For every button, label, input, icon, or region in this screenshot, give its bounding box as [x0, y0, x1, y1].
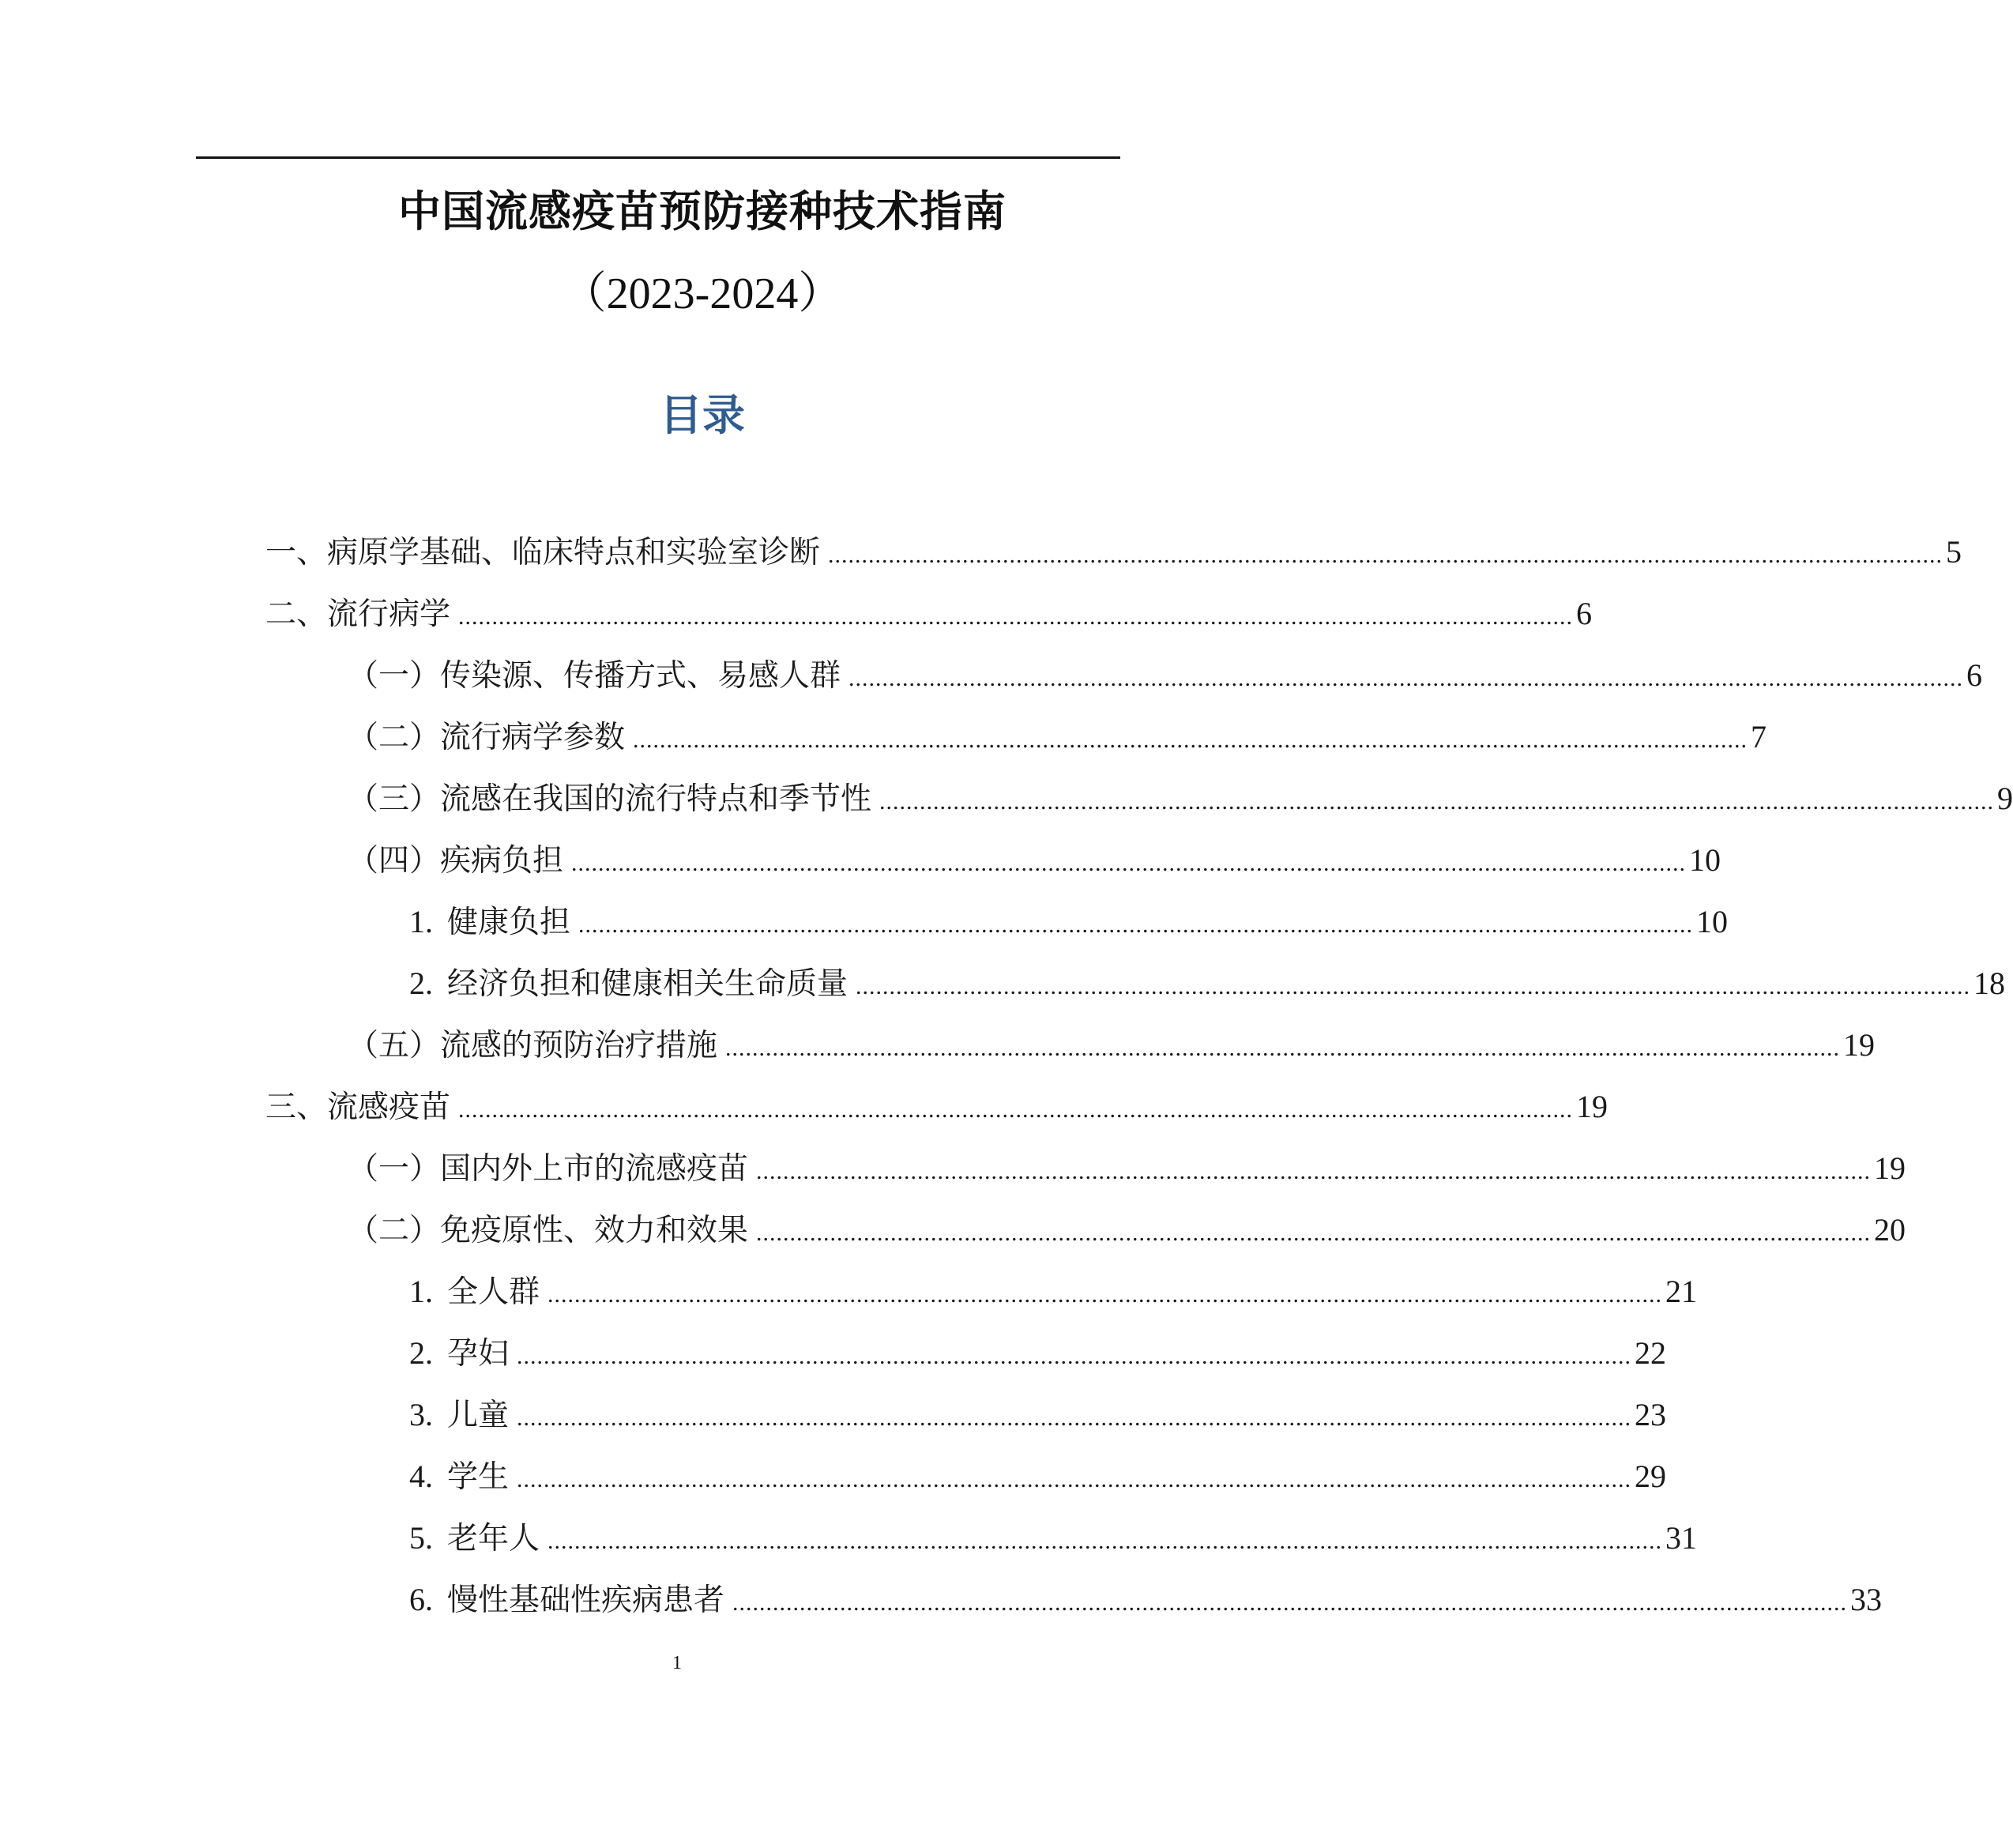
toc-entry[interactable]	[0, 1076, 1609, 1138]
toc-entry-page: 7	[1751, 719, 1767, 755]
toc-dot-leader: ......................................................................................................................................................................	[756, 1220, 1872, 1246]
toc-entry-page: 10	[1696, 904, 1729, 939]
toc-entry[interactable]	[0, 1446, 1667, 1507]
header-rule	[196, 156, 1120, 159]
toc-entry-title: （一）国内外上市的流感疫苗	[348, 1151, 749, 1187]
toc-entry-number: 1.	[409, 904, 433, 939]
toc-entry[interactable]	[0, 583, 1593, 645]
toc-entry-number: 2.	[409, 1335, 433, 1371]
toc-entry[interactable]	[0, 521, 1962, 583]
toc-dot-leader: ......................................................................................................................................................................	[571, 850, 1687, 876]
toc-dot-leader: ......................................................................................................................................................................	[828, 542, 1943, 568]
toc-entry[interactable]	[0, 1199, 1906, 1261]
toc-entry-title: 二、流行病学	[265, 597, 451, 632]
toc-entry-page: 19	[1576, 1089, 1609, 1124]
toc-dot-leader: ......................................................................................................................................................................	[756, 1158, 1872, 1184]
toc-entry[interactable]	[0, 1569, 1883, 1631]
toc-dot-leader: ......................................................................................................................................................................	[848, 665, 1964, 691]
toc-entry-page: 18	[1973, 965, 2006, 1001]
toc-entry-number: 6.	[409, 1582, 433, 1617]
toc-entry-title: （一）传染源、传播方式、易感人群	[348, 658, 841, 694]
toc-dot-leader: ......................................................................................................................................................................	[547, 1528, 1663, 1554]
toc-dot-leader: ......................................................................................................................................................................	[547, 1282, 1663, 1308]
toc-entry-page: 6	[1576, 596, 1593, 631]
toc-entry-number: 3.	[409, 1397, 433, 1432]
page-number: 1	[672, 1653, 682, 1673]
toc-entry-title: 学生	[447, 1459, 510, 1495]
toc-dot-leader: ......................................................................................................................................................................	[732, 1590, 1848, 1616]
table-of-contents	[0, 521, 2013, 1631]
toc-dot-leader: ......................................................................................................................................................................	[725, 1035, 1841, 1061]
toc-entry-title: 三、流感疫苗	[265, 1090, 451, 1125]
toc-entry-page: 19	[1843, 1027, 1876, 1063]
toc-entry-page: 9	[1997, 781, 2013, 816]
toc-entry-title: 儿童	[447, 1398, 510, 1433]
toc-entry-page: 5	[1946, 534, 1962, 570]
toc-entry-title: （五）流感的预防治疗措施	[348, 1028, 718, 1063]
toc-entry[interactable]	[0, 645, 1983, 706]
toc-dot-leader: ......................................................................................................................................................................	[856, 973, 1971, 999]
toc-entry-page: 20	[1874, 1212, 1906, 1248]
toc-entry-title: 经济负担和健康相关生命质量	[447, 966, 848, 1002]
toc-entry[interactable]	[0, 891, 1729, 953]
toc-heading: 目录	[660, 390, 745, 440]
toc-entry-title: 全人群	[447, 1274, 540, 1310]
toc-entry-page: 19	[1874, 1150, 1906, 1186]
toc-entry-title: 孕妇	[447, 1336, 510, 1372]
toc-dot-leader: ......................................................................................................................................................................	[458, 604, 1574, 630]
toc-dot-leader: ......................................................................................................................................................................	[578, 912, 1694, 938]
toc-entry[interactable]	[0, 1323, 1667, 1384]
toc-entry[interactable]	[0, 768, 2013, 830]
toc-entry[interactable]	[0, 1384, 1667, 1446]
toc-entry[interactable]	[0, 706, 1767, 768]
toc-dot-leader: ......................................................................................................................................................................	[879, 789, 1995, 815]
toc-entry-number: 2.	[409, 965, 433, 1001]
toc-entry[interactable]	[0, 830, 1721, 891]
toc-entry-number: 5.	[409, 1520, 433, 1556]
toc-dot-leader: ......................................................................................................................................................................	[633, 727, 1748, 753]
toc-entry-page: 22	[1635, 1335, 1667, 1371]
toc-dot-leader: ......................................................................................................................................................................	[517, 1466, 1632, 1492]
toc-entry-page: 6	[1966, 657, 1983, 693]
toc-entry[interactable]	[0, 1507, 1698, 1569]
toc-entry[interactable]	[0, 953, 2006, 1014]
toc-dot-leader: ......................................................................................................................................................................	[517, 1405, 1632, 1431]
toc-entry-title: （二）免疫原性、效力和效果	[348, 1213, 749, 1248]
toc-entry-page: 23	[1635, 1397, 1667, 1432]
toc-entry-title: （三）流感在我国的流行特点和季节性	[348, 781, 872, 817]
toc-entry[interactable]	[0, 1261, 1698, 1323]
toc-entry[interactable]	[0, 1138, 1906, 1199]
toc-dot-leader: ......................................................................................................................................................................	[517, 1343, 1632, 1369]
document-subtitle: （2023-2024）	[562, 269, 843, 318]
toc-entry-number: 4.	[409, 1458, 433, 1494]
toc-dot-leader: ......................................................................................................................................................................	[458, 1097, 1574, 1123]
toc-entry-title: 老年人	[447, 1521, 540, 1556]
toc-entry-title: （四）疾病负担	[348, 843, 564, 879]
toc-entry-title: 慢性基础性疾病患者	[447, 1583, 725, 1618]
document-title: 中国流感疫苗预防接种技术指南	[398, 186, 1006, 236]
toc-entry[interactable]	[0, 1014, 1876, 1076]
toc-entry-title: 健康负担	[447, 905, 571, 940]
toc-entry-page: 29	[1635, 1458, 1667, 1494]
toc-entry-number: 1.	[409, 1274, 433, 1309]
toc-entry-page: 31	[1665, 1520, 1698, 1556]
toc-entry-title: （二）流行病学参数	[348, 720, 626, 755]
toc-entry-page: 10	[1689, 842, 1721, 878]
toc-entry-page: 21	[1665, 1274, 1698, 1309]
toc-entry-page: 33	[1850, 1582, 1883, 1617]
toc-entry-title: 一、病原学基础、临床特点和实验室诊断	[265, 535, 821, 570]
